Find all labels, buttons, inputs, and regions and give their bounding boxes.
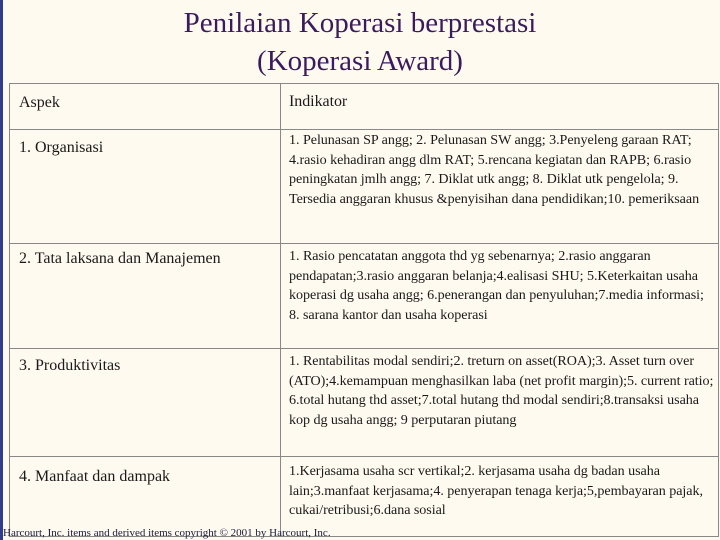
indikator-cell: 1. Rasio pencatatan anggota thd yg sebenarnya; 2.rasio anggaran pendapatan;3.rasio anggaran belanja;4.ealisasi SHU; 5.Keterkaitan usaha koperasi dg usaha angg; 6.penerangan dan penyuluhan;7.media informasi; 8. sarana kantor dan usaha koperasi — [281, 244, 719, 349]
criteria-table — [9, 83, 719, 537]
aspek-cell: 2. Tata laksana dan Manajemen — [10, 244, 281, 349]
header-aspek: Aspek — [10, 84, 281, 130]
copyright-footer: Harcourt, Inc. items and derived items copyright © 2001 by Harcourt, Inc. — [3, 527, 331, 539]
table-header-row — [10, 84, 719, 130]
aspek-cell: 1. Organisasi — [10, 130, 281, 244]
title-line-2: (Koperasi Award) — [257, 45, 463, 77]
indikator-cell: 1.Kerjasama usaha scr vertikal;2. kerjasama usaha dg badan usaha lain;3.manfaat kerjasama;4. penyerapan tenaga kerja;5,pembayaran pajak, cukai/retribusi;6.dana sosial — [281, 457, 719, 537]
header-indikator: Indikator — [281, 84, 719, 130]
slide-left-border — [0, 0, 3, 540]
table-row — [10, 130, 719, 244]
aspek-cell: 4. Manfaat dan dampak — [10, 457, 281, 537]
indikator-cell: 1. Rentabilitas modal sendiri;2. treturn on asset(ROA);3. Asset turn over (ATO);4.kemampuan menghasilkan laba (net profit margin);5. current ratio; 6.total hutang thd asset;7.total hutang thd modal sendiri;8.transaksi usaha kop dg usaha angg; 9 perputaran piutang — [281, 349, 719, 457]
title-line-1: Penilaian Koperasi berprestasi — [183, 7, 537, 39]
aspek-cell: 3. Produktivitas — [10, 349, 281, 457]
slide-title — [0, 4, 720, 80]
table-row — [10, 244, 719, 349]
table-row — [10, 349, 719, 457]
indikator-cell: 1. Pelunasan SP angg; 2. Pelunasan SW angg; 3.Penyeleng garaan RAT; 4.rasio kehadiran angg dlm RAT; 5.rencana kegiatan dan RAPB; 6.rasio peningkatan jmlh angg; 7. Diklat utk angg; 8. Diklat utk pengelola; 9. Tersedia anggaran khusus &penyisihan dana pendidikan;10. pemeriksaan — [281, 130, 719, 244]
table-row — [10, 457, 719, 537]
